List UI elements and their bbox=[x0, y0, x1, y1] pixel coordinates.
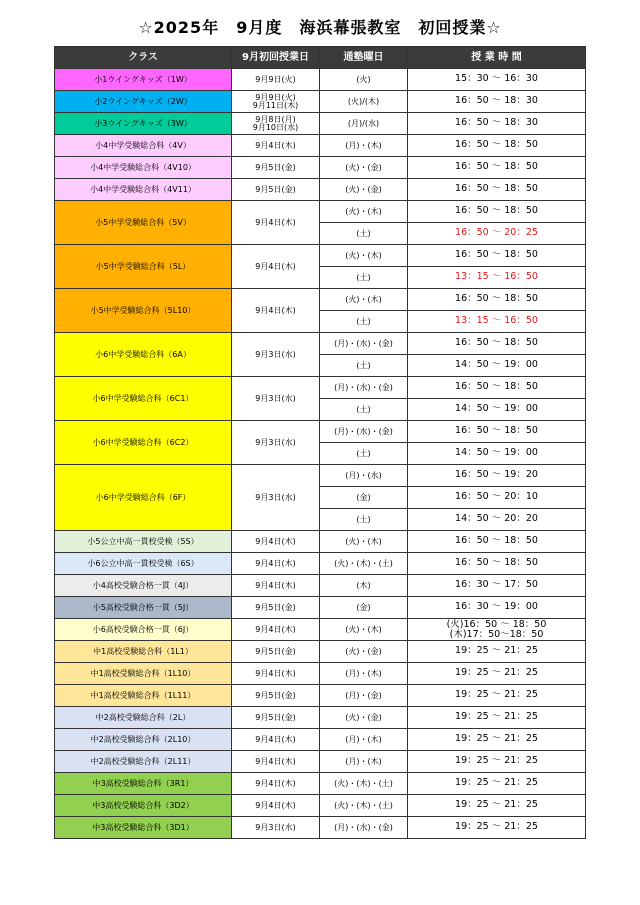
table-row bbox=[55, 641, 586, 663]
table-row bbox=[55, 333, 586, 355]
days-cell: (土) bbox=[320, 443, 408, 465]
days-cell: (月)・(水)・(金) bbox=[320, 817, 408, 839]
first-date-cell: 9月3日(水) bbox=[232, 333, 320, 377]
table-row bbox=[55, 465, 586, 487]
days-cell: (土) bbox=[320, 509, 408, 531]
table-row bbox=[55, 795, 586, 817]
days-cell: (土) bbox=[320, 399, 408, 421]
schedule-table bbox=[54, 46, 586, 839]
first-date-cell: 9月4日(木) bbox=[232, 575, 320, 597]
table-row bbox=[55, 707, 586, 729]
time-cell: 16：50 ～ 18：50 bbox=[408, 245, 586, 267]
days-cell: (土) bbox=[320, 355, 408, 377]
class-name-cell: 小6高校受験合格一貫（6J） bbox=[55, 619, 232, 641]
time-cell: 16：50 ～ 20：25 bbox=[408, 223, 586, 245]
days-cell: (火)/(木) bbox=[320, 91, 408, 113]
class-name-cell: 小5中学受験総合科（5L10） bbox=[55, 289, 232, 333]
table-row bbox=[55, 575, 586, 597]
time-cell: 16：50 ～ 18：30 bbox=[408, 113, 586, 135]
table-row bbox=[55, 245, 586, 267]
table-row bbox=[55, 421, 586, 443]
class-name-cell: 小4中学受験総合科（4V11） bbox=[55, 179, 232, 201]
days-cell: (火) bbox=[320, 69, 408, 91]
table-row bbox=[55, 553, 586, 575]
first-date-cell: 9月4日(木) bbox=[232, 289, 320, 333]
time-cell: (火)16：50 ～ 18：50 (木)17：50～18：50 bbox=[408, 619, 586, 641]
days-cell: (月)・(水)・(金) bbox=[320, 421, 408, 443]
time-cell: 16：50 ～ 18：50 bbox=[408, 531, 586, 553]
table-row bbox=[55, 619, 586, 641]
table-row bbox=[55, 751, 586, 773]
time-cell: 15：30 ～ 16：30 bbox=[408, 69, 586, 91]
days-cell: (火)・(木) bbox=[320, 245, 408, 267]
time-cell: 16：50 ～ 18：50 bbox=[408, 333, 586, 355]
class-name-cell: 小4中学受験総合科（4V10） bbox=[55, 157, 232, 179]
first-date-cell: 9月4日(木) bbox=[232, 751, 320, 773]
days-cell: (月)・(水) bbox=[320, 465, 408, 487]
days-cell: (火)・(金) bbox=[320, 179, 408, 201]
table-row bbox=[55, 773, 586, 795]
header-class: クラス bbox=[55, 47, 232, 69]
first-date-cell: 9月4日(木) bbox=[232, 135, 320, 157]
class-name-cell: 小2ウイングキッズ（2W） bbox=[55, 91, 232, 113]
first-date-cell: 9月5日(金) bbox=[232, 685, 320, 707]
time-cell: 19：25 ～ 21：25 bbox=[408, 729, 586, 751]
first-date-cell: 9月4日(木) bbox=[232, 795, 320, 817]
days-cell: (土) bbox=[320, 311, 408, 333]
days-cell: (火)・(木) bbox=[320, 531, 408, 553]
time-cell: 19：25 ～ 21：25 bbox=[408, 817, 586, 839]
class-name-cell: 小6中学受験総合科（6C1） bbox=[55, 377, 232, 421]
days-cell: (月)・(木) bbox=[320, 135, 408, 157]
days-cell: (火)・(金) bbox=[320, 157, 408, 179]
days-cell: (月)・(木) bbox=[320, 751, 408, 773]
header-row bbox=[55, 47, 586, 69]
days-cell: (火)・(木)・(土) bbox=[320, 795, 408, 817]
time-cell: 16：50 ～ 20：10 bbox=[408, 487, 586, 509]
first-date-cell: 9月3日(水) bbox=[232, 817, 320, 839]
time-cell: 16：50 ～ 19：20 bbox=[408, 465, 586, 487]
table-row bbox=[55, 69, 586, 91]
first-date-cell: 9月4日(木) bbox=[232, 201, 320, 245]
days-cell: (木) bbox=[320, 575, 408, 597]
days-cell: (火)・(木)・(土) bbox=[320, 553, 408, 575]
time-cell: 16：30 ～ 17：50 bbox=[408, 575, 586, 597]
first-date-cell: 9月4日(木) bbox=[232, 619, 320, 641]
days-cell: (土) bbox=[320, 223, 408, 245]
days-cell: (火)・(木) bbox=[320, 289, 408, 311]
header-time: 授 業 時 間 bbox=[408, 47, 586, 69]
first-date-cell: 9月4日(木) bbox=[232, 773, 320, 795]
first-date-cell: 9月8日(月) 9月10日(水) bbox=[232, 113, 320, 135]
class-name-cell: 小6公立中高一貫校受検（6S） bbox=[55, 553, 232, 575]
first-date-cell: 9月3日(水) bbox=[232, 465, 320, 531]
days-cell: (月)/(水) bbox=[320, 113, 408, 135]
days-cell: (火)・(木) bbox=[320, 201, 408, 223]
time-cell: 13：15 ～ 16：50 bbox=[408, 311, 586, 333]
table-row bbox=[55, 663, 586, 685]
time-cell: 19：25 ～ 21：25 bbox=[408, 641, 586, 663]
days-cell: (金) bbox=[320, 597, 408, 619]
days-cell: (火)・(木) bbox=[320, 619, 408, 641]
time-cell: 16：50 ～ 18：50 bbox=[408, 289, 586, 311]
first-date-cell: 9月4日(木) bbox=[232, 729, 320, 751]
time-cell: 13：15 ～ 16：50 bbox=[408, 267, 586, 289]
time-cell: 16：30 ～ 19：00 bbox=[408, 597, 586, 619]
class-name-cell: 小4高校受験合格一貫（4J） bbox=[55, 575, 232, 597]
time-cell: 19：25 ～ 21：25 bbox=[408, 751, 586, 773]
table-row bbox=[55, 597, 586, 619]
first-date-cell: 9月5日(金) bbox=[232, 179, 320, 201]
first-date-cell: 9月5日(金) bbox=[232, 707, 320, 729]
table-row bbox=[55, 377, 586, 399]
class-name-cell: 中2高校受験総合科（2L） bbox=[55, 707, 232, 729]
schedule-body bbox=[55, 69, 586, 839]
table-row bbox=[55, 157, 586, 179]
time-cell: 14：50 ～ 19：00 bbox=[408, 355, 586, 377]
first-date-cell: 9月4日(木) bbox=[232, 531, 320, 553]
days-cell: (月)・(金) bbox=[320, 685, 408, 707]
class-name-cell: 中1高校受験総合科（1L10） bbox=[55, 663, 232, 685]
days-cell: (月)・(木) bbox=[320, 729, 408, 751]
time-cell: 16：50 ～ 18：50 bbox=[408, 201, 586, 223]
first-date-cell: 9月3日(水) bbox=[232, 377, 320, 421]
class-name-cell: 中1高校受験総合科（1L11） bbox=[55, 685, 232, 707]
time-cell: 19：25 ～ 21：25 bbox=[408, 773, 586, 795]
table-row bbox=[55, 179, 586, 201]
class-name-cell: 小6中学受験総合科（6A） bbox=[55, 333, 232, 377]
days-cell: (火)・(木)・(土) bbox=[320, 773, 408, 795]
days-cell: (月)・(水)・(金) bbox=[320, 377, 408, 399]
first-date-cell: 9月3日(水) bbox=[232, 421, 320, 465]
header-first-date: 9月初回授業日 bbox=[232, 47, 320, 69]
first-date-cell: 9月5日(金) bbox=[232, 641, 320, 663]
time-cell: 19：25 ～ 21：25 bbox=[408, 707, 586, 729]
days-cell: (金) bbox=[320, 487, 408, 509]
class-name-cell: 小4中学受験総合科（4V） bbox=[55, 135, 232, 157]
class-name-cell: 小3ウイングキッズ（3W） bbox=[55, 113, 232, 135]
first-date-cell: 9月5日(金) bbox=[232, 157, 320, 179]
table-row bbox=[55, 729, 586, 751]
class-name-cell: 小5公立中高一貫校受検（5S） bbox=[55, 531, 232, 553]
first-date-cell: 9月9日(火) 9月11日(木) bbox=[232, 91, 320, 113]
time-cell: 16：50 ～ 18：50 bbox=[408, 421, 586, 443]
time-cell: 14：50 ～ 19：00 bbox=[408, 399, 586, 421]
days-cell: (火)・(金) bbox=[320, 641, 408, 663]
class-name-cell: 中3高校受験総合科（3D2） bbox=[55, 795, 232, 817]
days-cell: (月)・(水)・(金) bbox=[320, 333, 408, 355]
table-row bbox=[55, 289, 586, 311]
time-cell: 16：50 ～ 18：30 bbox=[408, 91, 586, 113]
time-cell: 16：50 ～ 18：50 bbox=[408, 179, 586, 201]
class-name-cell: 中2高校受験総合科（2L10） bbox=[55, 729, 232, 751]
first-date-cell: 9月4日(木) bbox=[232, 663, 320, 685]
time-cell: 19：25 ～ 21：25 bbox=[408, 685, 586, 707]
table-row bbox=[55, 685, 586, 707]
table-row bbox=[55, 113, 586, 135]
class-name-cell: 小6中学受験総合科（6C2） bbox=[55, 421, 232, 465]
first-date-cell: 9月5日(金) bbox=[232, 597, 320, 619]
first-date-cell: 9月9日(火) bbox=[232, 69, 320, 91]
class-name-cell: 中3高校受験総合科（3R1） bbox=[55, 773, 232, 795]
days-cell: (土) bbox=[320, 267, 408, 289]
first-date-cell: 9月4日(木) bbox=[232, 245, 320, 289]
time-cell: 16：50 ～ 18：50 bbox=[408, 553, 586, 575]
time-cell: 19：25 ～ 21：25 bbox=[408, 663, 586, 685]
first-date-cell: 9月4日(木) bbox=[232, 553, 320, 575]
time-cell: 14：50 ～ 19：00 bbox=[408, 443, 586, 465]
days-cell: (火)・(金) bbox=[320, 707, 408, 729]
header-days: 通塾曜日 bbox=[320, 47, 408, 69]
class-name-cell: 小5高校受験合格一貫（5J） bbox=[55, 597, 232, 619]
table-row bbox=[55, 531, 586, 553]
table-row bbox=[55, 201, 586, 223]
page-title: ☆2025年 9月度 海浜幕張教室 初回授業☆ bbox=[138, 18, 502, 37]
table-row bbox=[55, 817, 586, 839]
class-name-cell: 中3高校受験総合科（3D1） bbox=[55, 817, 232, 839]
class-name-cell: 小1ウイングキッズ（1W） bbox=[55, 69, 232, 91]
time-cell: 16：50 ～ 18：50 bbox=[408, 157, 586, 179]
table-row bbox=[55, 91, 586, 113]
time-cell: 14：50 ～ 20：20 bbox=[408, 509, 586, 531]
days-cell: (月)・(木) bbox=[320, 663, 408, 685]
class-name-cell: 中2高校受験総合科（2L11） bbox=[55, 751, 232, 773]
time-cell: 16：50 ～ 18：50 bbox=[408, 377, 586, 399]
class-name-cell: 小5中学受験総合科（5L） bbox=[55, 245, 232, 289]
class-name-cell: 中1高校受験総合科（1L1） bbox=[55, 641, 232, 663]
class-name-cell: 小6中学受験総合科（6F） bbox=[55, 465, 232, 531]
table-row bbox=[55, 135, 586, 157]
time-cell: 16：50 ～ 18：50 bbox=[408, 135, 586, 157]
time-cell: 19：25 ～ 21：25 bbox=[408, 795, 586, 817]
class-name-cell: 小5中学受験総合科（5V） bbox=[55, 201, 232, 245]
